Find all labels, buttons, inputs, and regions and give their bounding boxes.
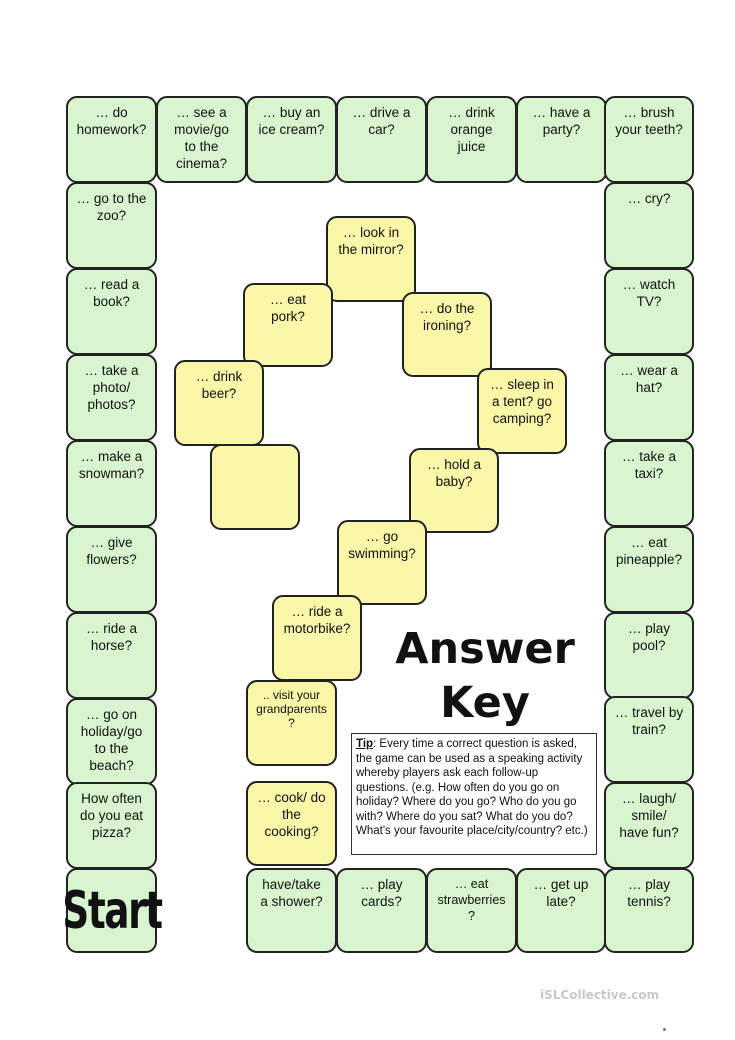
tip-label: Tip: [356, 738, 374, 750]
board-square-go-on-holiday: … go on holiday/go to the beach?: [66, 698, 157, 785]
board-square-see-a-movie: … see a movie/go to the cinema?: [156, 96, 247, 183]
board-square-do-homework: … do homework?: [66, 96, 157, 183]
path-square-eat-pork: … eat pork?: [243, 283, 333, 367]
board-square-eat-pineapple: … eat pineapple?: [604, 526, 694, 613]
board-square-eat-strawberries: … eat strawberries ?: [426, 868, 517, 953]
path-square-sleep-in-tent: … sleep in a tent? go camping?: [477, 368, 567, 454]
path-square-visit-grandparents: .. visit your grandparents ?: [246, 680, 337, 766]
tip-text: : Every time a correct question is asked, the game can be used as a speaking activity whereby players ask each follow-up questions. (e.g. How often do you go on holiday? Where do you go? Who do you go with? Where do you sat? What do you do? What's your favourite place/city/country? etc.): [356, 738, 588, 837]
board-square-play-pool: … play pool?: [604, 612, 694, 699]
tip-box: [351, 733, 597, 855]
start-label: Start: [61, 880, 162, 941]
answer-key-title-line2: Key: [440, 678, 530, 728]
board-square-brush-teeth: … brush your teeth?: [604, 96, 694, 183]
answer-key-title-line1: Answer: [395, 624, 575, 674]
path-square-ride-a-motorbike: … ride a motorbike?: [272, 595, 362, 681]
board-square-take-a-shower: have/take a shower?: [246, 868, 337, 953]
board-square-ride-a-horse: … ride a horse?: [66, 612, 157, 699]
answer-key-title: [390, 622, 580, 730]
start-square: [61, 868, 162, 953]
board-square-take-a-photo: … take a photo/ photos?: [66, 354, 157, 441]
board-square-cry: … cry?: [604, 182, 694, 269]
path-square-look-in-mirror: … look in the mirror?: [326, 216, 416, 302]
path-square-drink-beer: … drink beer?: [174, 360, 264, 446]
path-square-blank: [210, 444, 300, 530]
board-square-give-flowers: … give flowers?: [66, 526, 157, 613]
page-dot: [663, 1028, 666, 1031]
board-square-wear-a-hat: … wear a hat?: [604, 354, 694, 441]
path-square-do-ironing: … do the ironing?: [402, 292, 492, 377]
board-square-make-a-snowman: … make a snowman?: [66, 440, 157, 527]
board-square-drive-a-car: … drive a car?: [336, 96, 427, 183]
watermark: iSLCollective.com: [540, 988, 660, 1002]
board-square-watch-tv: … watch TV?: [604, 268, 694, 355]
board-square-play-tennis: … play tennis?: [604, 868, 694, 953]
board-square-travel-by-train: … travel by train?: [604, 696, 694, 783]
path-square-cook: … cook/ do the cooking?: [246, 781, 337, 866]
board-square-get-up-late: … get up late?: [516, 868, 606, 953]
path-square-go-swimming: … go swimming?: [337, 520, 427, 605]
board-square-eat-pizza: How often do you eat pizza?: [66, 782, 157, 869]
board-square-drink-orange-juice: … drink orange juice: [426, 96, 517, 183]
path-square-hold-a-baby: … hold a baby?: [409, 448, 499, 533]
board-square-take-a-taxi: … take a taxi?: [604, 440, 694, 527]
board-square-laugh-smile: … laugh/ smile/ have fun?: [604, 782, 694, 869]
board-square-read-a-book: … read a book?: [66, 268, 157, 355]
board-square-have-a-party: … have a party?: [516, 96, 607, 183]
board-square-go-to-zoo: … go to the zoo?: [66, 182, 157, 269]
board-square-buy-ice-cream: … buy an ice cream?: [246, 96, 337, 183]
board-square-play-cards: … play cards?: [336, 868, 427, 953]
